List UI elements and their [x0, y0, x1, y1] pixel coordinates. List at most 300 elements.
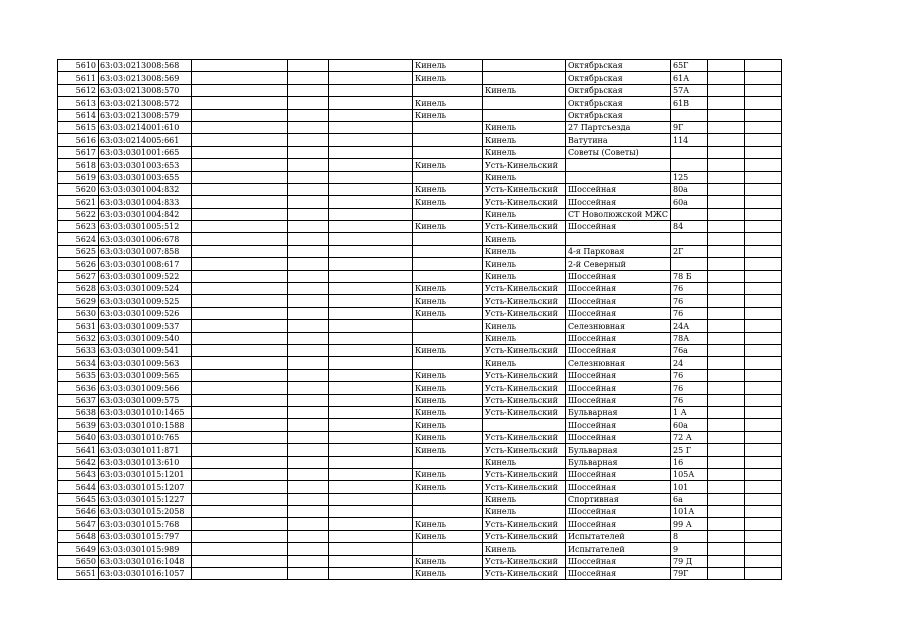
district-cell: Кинель — [483, 121, 566, 133]
empty-cell — [192, 134, 288, 146]
row-number-cell: 5622 — [58, 208, 99, 220]
cadastral-number-cell: 63:03:0301003:655 — [99, 171, 192, 183]
empty-cell — [192, 270, 288, 282]
empty-cell — [708, 369, 745, 381]
empty-cell — [745, 320, 782, 332]
cadastral-number-cell: 63:03:0301015:1227 — [99, 493, 192, 505]
empty-cell — [192, 468, 288, 480]
empty-cell — [708, 431, 745, 443]
empty-cell — [708, 146, 745, 158]
house-cell: 1 А — [671, 406, 708, 418]
cadastral-number-cell: 63:03:0301008:617 — [99, 258, 192, 270]
house-cell: 114 — [671, 134, 708, 146]
city-cell: Кинель — [413, 444, 483, 456]
empty-cell — [708, 382, 745, 394]
empty-cell — [329, 72, 413, 84]
empty-cell — [288, 84, 329, 96]
city-cell — [413, 357, 483, 369]
empty-cell — [708, 481, 745, 493]
empty-cell — [329, 97, 413, 109]
empty-cell — [288, 109, 329, 121]
table-row — [58, 270, 782, 282]
empty-cell — [745, 481, 782, 493]
empty-cell — [192, 233, 288, 245]
empty-cell — [288, 456, 329, 468]
street-cell: Шоссейная — [566, 295, 671, 307]
row-number-cell: 5630 — [58, 307, 99, 319]
empty-cell — [192, 97, 288, 109]
row-number-cell: 5616 — [58, 134, 99, 146]
empty-cell — [745, 456, 782, 468]
street-cell: 2-й Северный — [566, 258, 671, 270]
empty-cell — [288, 518, 329, 530]
empty-cell — [288, 530, 329, 542]
district-cell: Усть-Кинельский — [483, 444, 566, 456]
district-cell: Усть-Кинельский — [483, 568, 566, 580]
empty-cell — [288, 283, 329, 295]
cadastral-number-cell: 63:03:0301016:1048 — [99, 555, 192, 567]
empty-cell — [288, 555, 329, 567]
row-number-cell: 5636 — [58, 382, 99, 394]
district-cell — [483, 72, 566, 84]
empty-cell — [745, 295, 782, 307]
table-row — [58, 208, 782, 220]
street-cell: Шоссейная — [566, 518, 671, 530]
street-cell: Шоссейная — [566, 394, 671, 406]
row-number-cell: 5650 — [58, 555, 99, 567]
table-row — [58, 543, 782, 555]
district-cell: Усть-Кинельский — [483, 431, 566, 443]
empty-cell — [288, 134, 329, 146]
row-number-cell: 5645 — [58, 493, 99, 505]
house-cell: 57А — [671, 84, 708, 96]
table-row — [58, 332, 782, 344]
empty-cell — [329, 481, 413, 493]
empty-cell — [708, 320, 745, 332]
house-cell: 61В — [671, 97, 708, 109]
row-number-cell: 5644 — [58, 481, 99, 493]
empty-cell — [329, 183, 413, 195]
empty-cell — [745, 344, 782, 356]
empty-cell — [288, 233, 329, 245]
empty-cell — [329, 493, 413, 505]
house-cell: 6а — [671, 493, 708, 505]
row-number-cell: 5610 — [58, 60, 99, 72]
empty-cell — [288, 468, 329, 480]
district-cell: Усть-Кинельский — [483, 468, 566, 480]
table-row — [58, 258, 782, 270]
empty-cell — [288, 72, 329, 84]
empty-cell — [192, 357, 288, 369]
table-row — [58, 431, 782, 443]
house-cell — [671, 146, 708, 158]
district-cell — [483, 97, 566, 109]
street-cell: Шоссейная — [566, 506, 671, 518]
row-number-cell: 5629 — [58, 295, 99, 307]
cadastral-number-cell: 63:03:0301009:526 — [99, 307, 192, 319]
empty-cell — [745, 530, 782, 542]
cadastral-number-cell: 63:03:0301015:1207 — [99, 481, 192, 493]
row-number-cell: 5611 — [58, 72, 99, 84]
house-cell: 84 — [671, 221, 708, 233]
city-cell: Кинель — [413, 406, 483, 418]
house-cell: 78 Б — [671, 270, 708, 282]
empty-cell — [192, 307, 288, 319]
row-number-cell: 5646 — [58, 506, 99, 518]
empty-cell — [329, 444, 413, 456]
row-number-cell: 5617 — [58, 146, 99, 158]
city-cell: Кинель — [413, 109, 483, 121]
city-cell: Кинель — [413, 555, 483, 567]
table-row — [58, 295, 782, 307]
empty-cell — [745, 183, 782, 195]
house-cell: 101 — [671, 481, 708, 493]
empty-cell — [192, 456, 288, 468]
empty-cell — [708, 530, 745, 542]
district-cell: Усть-Кинельский — [483, 555, 566, 567]
empty-cell — [745, 518, 782, 530]
house-cell: 76 — [671, 369, 708, 381]
district-cell: Усть-Кинельский — [483, 481, 566, 493]
empty-cell — [708, 506, 745, 518]
district-cell: Кинель — [483, 456, 566, 468]
city-cell — [413, 320, 483, 332]
street-cell: Октябрьская — [566, 84, 671, 96]
empty-cell — [288, 121, 329, 133]
empty-cell — [288, 146, 329, 158]
table-row — [58, 568, 782, 580]
house-cell: 24А — [671, 320, 708, 332]
district-cell: Кинель — [483, 506, 566, 518]
city-cell: Кинель — [413, 419, 483, 431]
empty-cell — [192, 121, 288, 133]
empty-cell — [708, 332, 745, 344]
street-cell: Шоссейная — [566, 183, 671, 195]
district-cell: Усть-Кинельский — [483, 344, 566, 356]
empty-cell — [288, 320, 329, 332]
cadastral-number-cell: 63:03:0301013:610 — [99, 456, 192, 468]
empty-cell — [288, 481, 329, 493]
cadastral-number-cell: 63:03:0301015:1201 — [99, 468, 192, 480]
empty-cell — [192, 72, 288, 84]
empty-cell — [329, 518, 413, 530]
empty-cell — [192, 183, 288, 195]
table-row — [58, 320, 782, 332]
city-cell: Кинель — [413, 431, 483, 443]
district-cell: Кинель — [483, 270, 566, 282]
street-cell: Октябрьская — [566, 60, 671, 72]
row-number-cell: 5641 — [58, 444, 99, 456]
empty-cell — [329, 419, 413, 431]
street-cell: Шоссейная — [566, 369, 671, 381]
district-cell: Усть-Кинельский — [483, 382, 566, 394]
city-cell: Кинель — [413, 72, 483, 84]
city-cell — [413, 171, 483, 183]
empty-cell — [708, 568, 745, 580]
city-cell: Кинель — [413, 307, 483, 319]
empty-cell — [329, 406, 413, 418]
city-cell: Кинель — [413, 382, 483, 394]
empty-cell — [288, 208, 329, 220]
city-cell — [413, 245, 483, 257]
table-row — [58, 406, 782, 418]
empty-cell — [288, 295, 329, 307]
table-row — [58, 468, 782, 480]
empty-cell — [708, 456, 745, 468]
empty-cell — [192, 283, 288, 295]
table-row — [58, 134, 782, 146]
street-cell: Шоссейная — [566, 382, 671, 394]
empty-cell — [329, 109, 413, 121]
district-cell: Кинель — [483, 258, 566, 270]
row-number-cell: 5634 — [58, 357, 99, 369]
empty-cell — [288, 97, 329, 109]
city-cell — [413, 543, 483, 555]
district-cell: Кинель — [483, 543, 566, 555]
empty-cell — [288, 444, 329, 456]
empty-cell — [745, 60, 782, 72]
empty-cell — [288, 159, 329, 171]
street-cell: Спортивная — [566, 493, 671, 505]
empty-cell — [329, 134, 413, 146]
table-row — [58, 221, 782, 233]
cadastral-number-cell: 63:03:0213008:579 — [99, 109, 192, 121]
cadastral-number-cell: 63:03:0301009:525 — [99, 295, 192, 307]
empty-cell — [708, 344, 745, 356]
district-cell: Кинель — [483, 134, 566, 146]
district-cell: Кинель — [483, 233, 566, 245]
empty-cell — [329, 456, 413, 468]
city-cell: Кинель — [413, 344, 483, 356]
empty-cell — [708, 196, 745, 208]
empty-cell — [329, 283, 413, 295]
table-row — [58, 60, 782, 72]
house-cell — [671, 233, 708, 245]
empty-cell — [329, 530, 413, 542]
empty-cell — [288, 245, 329, 257]
street-cell: 27 Партсъезда — [566, 121, 671, 133]
cadastral-number-cell: 63:03:0213008:569 — [99, 72, 192, 84]
empty-cell — [288, 332, 329, 344]
empty-cell — [329, 221, 413, 233]
empty-cell — [288, 221, 329, 233]
empty-cell — [745, 283, 782, 295]
empty-cell — [745, 369, 782, 381]
row-number-cell: 5618 — [58, 159, 99, 171]
district-cell: Усть-Кинельский — [483, 406, 566, 418]
empty-cell — [192, 84, 288, 96]
empty-cell — [192, 109, 288, 121]
cadastral-number-cell: 63:03:0301011:871 — [99, 444, 192, 456]
street-cell: Шоссейная — [566, 221, 671, 233]
empty-cell — [288, 258, 329, 270]
table-row — [58, 84, 782, 96]
empty-cell — [288, 60, 329, 72]
district-cell: Кинель — [483, 320, 566, 332]
cadastral-number-cell: 63:03:0301009:575 — [99, 394, 192, 406]
empty-cell — [708, 97, 745, 109]
empty-cell — [192, 543, 288, 555]
street-cell: Шоссейная — [566, 270, 671, 282]
city-cell: Кинель — [413, 295, 483, 307]
empty-cell — [745, 72, 782, 84]
empty-cell — [708, 109, 745, 121]
district-cell: Усть-Кинельский — [483, 159, 566, 171]
empty-cell — [288, 431, 329, 443]
empty-cell — [329, 382, 413, 394]
house-cell: 9Г — [671, 121, 708, 133]
empty-cell — [192, 555, 288, 567]
empty-cell — [708, 518, 745, 530]
row-number-cell: 5620 — [58, 183, 99, 195]
empty-cell — [192, 159, 288, 171]
table-row — [58, 159, 782, 171]
cadastral-number-cell: 63:03:0213008:570 — [99, 84, 192, 96]
house-cell — [671, 208, 708, 220]
cadastral-number-cell: 63:03:0301016:1057 — [99, 568, 192, 580]
row-number-cell: 5613 — [58, 97, 99, 109]
cadastral-number-cell: 63:03:0301004:842 — [99, 208, 192, 220]
street-cell: Шоссейная — [566, 481, 671, 493]
district-cell: Кинель — [483, 332, 566, 344]
empty-cell — [329, 369, 413, 381]
empty-cell — [329, 555, 413, 567]
table-row — [58, 481, 782, 493]
city-cell — [413, 84, 483, 96]
empty-cell — [745, 506, 782, 518]
table-row — [58, 444, 782, 456]
cadastral-number-cell: 63:03:0301003:653 — [99, 159, 192, 171]
street-cell — [566, 159, 671, 171]
table-body — [58, 60, 782, 580]
empty-cell — [192, 493, 288, 505]
empty-cell — [745, 84, 782, 96]
empty-cell — [192, 332, 288, 344]
cadastral-number-cell: 63:03:0301006:678 — [99, 233, 192, 245]
empty-cell — [745, 134, 782, 146]
city-cell: Кинель — [413, 60, 483, 72]
empty-cell — [329, 208, 413, 220]
empty-cell — [745, 431, 782, 443]
cadastral-number-cell: 63:03:0301015:768 — [99, 518, 192, 530]
empty-cell — [192, 394, 288, 406]
empty-cell — [192, 530, 288, 542]
city-cell: Кинель — [413, 518, 483, 530]
row-number-cell: 5627 — [58, 270, 99, 282]
city-cell — [413, 332, 483, 344]
district-cell: Усть-Кинельский — [483, 283, 566, 295]
row-number-cell: 5632 — [58, 332, 99, 344]
cadastral-number-cell: 63:03:0301015:989 — [99, 543, 192, 555]
row-number-cell: 5651 — [58, 568, 99, 580]
city-cell — [413, 233, 483, 245]
district-cell: Усть-Кинельский — [483, 518, 566, 530]
empty-cell — [192, 568, 288, 580]
empty-cell — [288, 344, 329, 356]
table-row — [58, 419, 782, 431]
empty-cell — [329, 233, 413, 245]
empty-cell — [329, 84, 413, 96]
row-number-cell: 5649 — [58, 543, 99, 555]
row-number-cell: 5648 — [58, 530, 99, 542]
empty-cell — [329, 159, 413, 171]
street-cell: Шоссейная — [566, 332, 671, 344]
cadastral-number-cell: 63:03:0301010:1465 — [99, 406, 192, 418]
row-number-cell: 5619 — [58, 171, 99, 183]
row-number-cell: 5633 — [58, 344, 99, 356]
empty-cell — [288, 357, 329, 369]
table-row — [58, 307, 782, 319]
empty-cell — [708, 307, 745, 319]
table-row — [58, 530, 782, 542]
house-cell: 76 — [671, 382, 708, 394]
house-cell: 24 — [671, 357, 708, 369]
empty-cell — [329, 146, 413, 158]
city-cell: Кинель — [413, 283, 483, 295]
city-cell — [413, 270, 483, 282]
empty-cell — [708, 357, 745, 369]
empty-cell — [192, 221, 288, 233]
house-cell: 99 А — [671, 518, 708, 530]
empty-cell — [708, 493, 745, 505]
row-number-cell: 5628 — [58, 283, 99, 295]
empty-cell — [708, 208, 745, 220]
table-row — [58, 283, 782, 295]
empty-cell — [192, 60, 288, 72]
empty-cell — [192, 369, 288, 381]
table-row — [58, 382, 782, 394]
house-cell: 105А — [671, 468, 708, 480]
empty-cell — [192, 245, 288, 257]
district-cell — [483, 109, 566, 121]
street-cell: Шоссейная — [566, 307, 671, 319]
empty-cell — [708, 295, 745, 307]
empty-cell — [192, 506, 288, 518]
empty-cell — [288, 183, 329, 195]
empty-cell — [329, 332, 413, 344]
empty-cell — [329, 171, 413, 183]
district-cell: Кинель — [483, 171, 566, 183]
empty-cell — [192, 419, 288, 431]
empty-cell — [745, 332, 782, 344]
empty-cell — [288, 419, 329, 431]
empty-cell — [288, 382, 329, 394]
street-cell — [566, 171, 671, 183]
row-number-cell: 5621 — [58, 196, 99, 208]
empty-cell — [192, 431, 288, 443]
district-cell: Кинель — [483, 146, 566, 158]
empty-cell — [288, 394, 329, 406]
empty-cell — [329, 320, 413, 332]
house-cell: 16 — [671, 456, 708, 468]
cadastral-number-cell: 63:03:0301009:540 — [99, 332, 192, 344]
city-cell: Кинель — [413, 530, 483, 542]
street-cell: 4-я Парковая — [566, 245, 671, 257]
empty-cell — [745, 382, 782, 394]
empty-cell — [329, 245, 413, 257]
empty-cell — [192, 171, 288, 183]
street-cell — [566, 233, 671, 245]
empty-cell — [329, 344, 413, 356]
row-number-cell: 5626 — [58, 258, 99, 270]
empty-cell — [288, 406, 329, 418]
cadastral-number-cell: 63:03:0301009:537 — [99, 320, 192, 332]
district-cell: Усть-Кинельский — [483, 530, 566, 542]
street-cell: Шоссейная — [566, 344, 671, 356]
cadastral-number-cell: 63:03:0301007:858 — [99, 245, 192, 257]
city-cell: Кинель — [413, 159, 483, 171]
district-cell: Усть-Кинельский — [483, 394, 566, 406]
